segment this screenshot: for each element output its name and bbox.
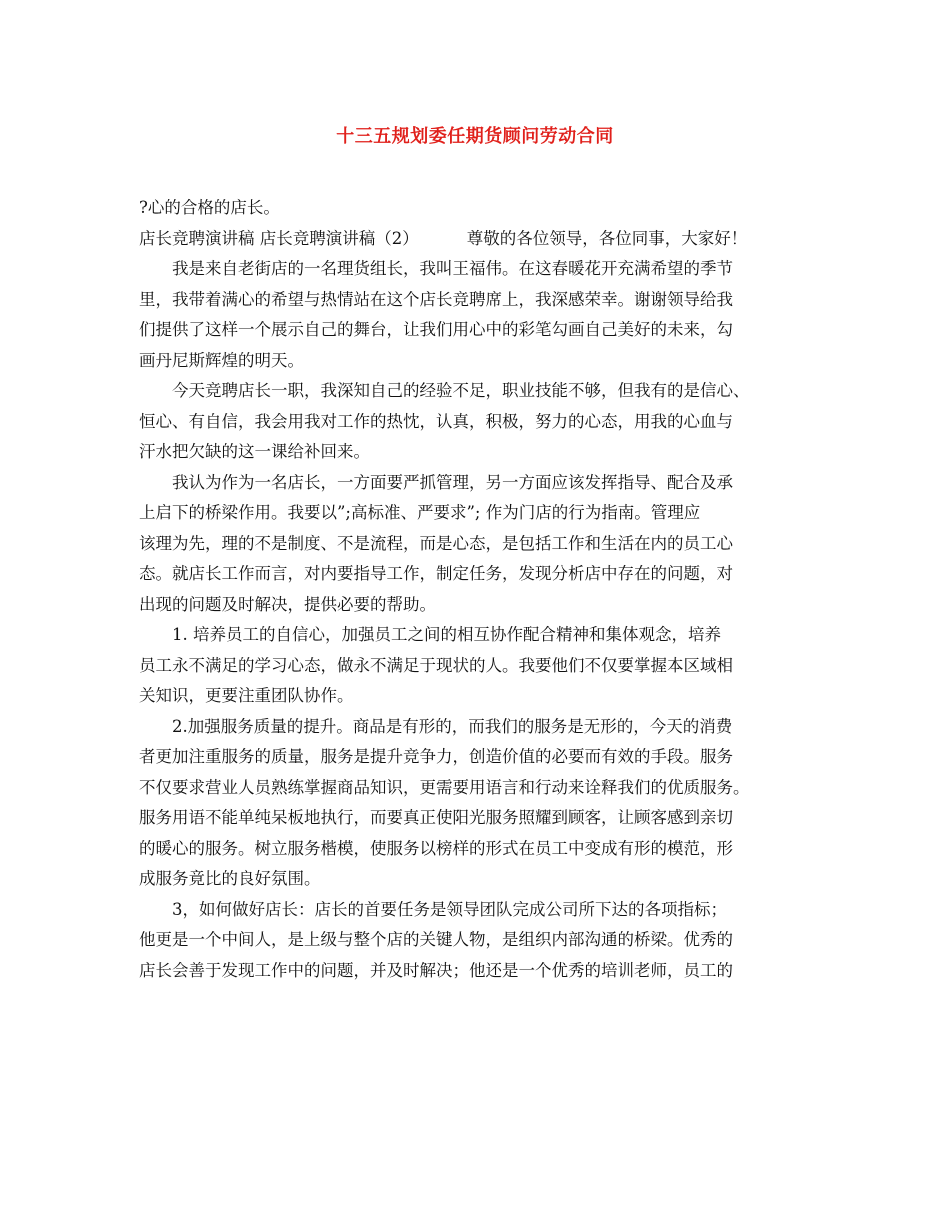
text-line: 他更是一个中间人，是上级与整个店的关键人物，是组织内部沟通的桥梁。优秀的 [139, 930, 733, 949]
text-line [139, 895, 829, 926]
text-line [139, 376, 829, 407]
document-title: 十三五规划委任期货顾问劳动合同 [336, 126, 614, 147]
text-line [139, 224, 829, 255]
text-line: 们提供了这样一个展示自己的舞台，让我们用心中的彩笔勾画自己美好的未来，勾 [139, 320, 733, 339]
text-line: ?心的合格的店长。 [139, 198, 280, 217]
text-segment: 3，如何做好店长：店长的首要任务是领导团队完成公司所下达的各项指标； [172, 899, 727, 919]
text-segment: 我认为作为一名店长，一方面要严抓管理，另一方面应该发挥指导、配合及承 [172, 472, 733, 492]
text-line: 态。就店长工作而言，对内要指导工作，制定任务，发现分析店中存在的问题，对 [139, 564, 733, 583]
text-line: 服务用语不能单纯呆板地执行，而要真正使阳光服务照耀到顾客，让顾客感到亲切 [139, 808, 733, 827]
text-segment: 店长竞聘演讲稿 店长竞聘演讲稿（2） [139, 228, 419, 248]
text-line: 员工永不满足的学习心态，做永不满足于现状的人。我要他们不仅要掌握本区域相 [139, 655, 733, 675]
text-segment: 尊敬的各位领导，各位同事，大家好！ [466, 228, 748, 248]
text-segment: 我是来自老街店的一名理货组长，我叫王福伟。在这春暖花开充满希望的季节 [172, 259, 733, 278]
text-line: 的暖心的服务。树立服务楷模，使服务以榜样的形式在员工中变成有形的模范，形 [139, 838, 733, 858]
text-line: 汗水把欠缺的这一课给补回来。 [139, 442, 370, 461]
text-line: 成服务竟比的良好氛围。 [139, 869, 321, 888]
text-line: 里，我带着满心的希望与热情站在这个店长竞聘席上，我深感荣幸。谢谢领导给我 [139, 289, 733, 309]
text-segment: 2.加强服务质量的提升。商品是有形的，而我们的服务是无形的，今天的消费 [172, 716, 733, 736]
text-line: 上启下的桥梁作用。我要以”;高标准、严要求”; 作为门店的行为指南。管理应 [139, 503, 701, 522]
text-segment: 1. 培养员工的自信心，加强员工之间的相互协作配合精神和集体观念，培养 [172, 625, 721, 644]
text-segment: 今天竞聘店长一职，我深知自己的经验不足，职业技能不够，但我有的是信心、 [172, 381, 750, 400]
text-line: 该理为先，理的不是制度、不是流程，而是心态，是包括工作和生活在内的员工心 [139, 533, 733, 553]
paragraph [139, 620, 829, 712]
paragraph [139, 468, 829, 621]
text-line [139, 620, 829, 651]
text-line: 恒心、有自信，我会用我对工作的热忱，认真，积极，努力的心态，用我的心血与 [139, 411, 733, 431]
text-line [139, 254, 829, 285]
paragraph [139, 376, 829, 468]
text-line: 关知识，更要注重团队协作。 [139, 686, 354, 705]
document-body [139, 193, 829, 986]
text-line: 画丹尼斯辉煌的明天。 [139, 350, 304, 370]
text-line [139, 468, 829, 499]
paragraph [139, 712, 829, 895]
text-line: 者更加注重服务的质量，服务是提升竞争力，创造价值的必要而有效的手段。服务 [139, 747, 733, 766]
text-line: 店长会善于发现工作中的问题，并及时解决；他还是一个优秀的培训老师，员工的 [139, 960, 733, 980]
paragraph [139, 254, 829, 376]
text-line: 不仅要求营业人员熟练掌握商品知识，更需要用语言和行动来诠释我们的优质服务。 [139, 777, 750, 797]
text-line [139, 712, 829, 743]
paragraph [139, 895, 829, 987]
text-line: 出现的问题及时解决，提供必要的帮助。 [139, 594, 436, 614]
